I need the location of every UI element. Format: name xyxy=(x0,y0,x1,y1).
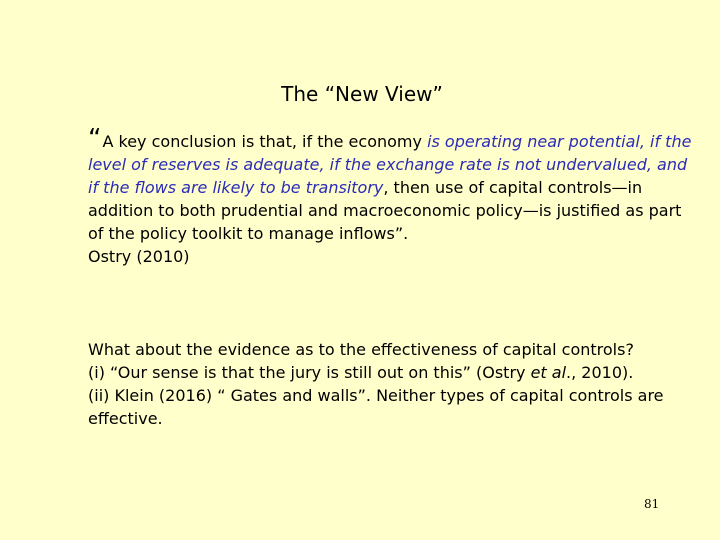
page-number: 81 xyxy=(644,497,660,511)
evidence-block xyxy=(88,338,698,430)
evidence-item-1-italic: et al xyxy=(530,363,567,382)
evidence-item-1-text: (i) “Our sense is that the jury is still out on this” (Ostry xyxy=(88,363,531,382)
open-quote-mark: “ xyxy=(88,124,102,154)
evidence-question: What about the evidence as to the effectiveness of capital controls? xyxy=(88,340,634,359)
evidence-item-1 xyxy=(88,361,698,384)
quote-text-2: , then use of capital controls—in addition to both prudential and macroeconomic policy—is justified as part of the policy toolkit to manage inflows”. xyxy=(88,178,682,243)
quote-text-1: A key conclusion is that, if the economy xyxy=(102,132,428,151)
quote-highlight: is operating near potential, if the level of reserves is adequate, if the exchange rate is not undervalued, and if the flows are likely to be transitory xyxy=(88,132,692,197)
quote-block xyxy=(88,124,698,268)
evidence-item-2: (ii) Klein (2016) “ Gates and walls”. Neither types of capital controls are effective. xyxy=(88,386,664,428)
quote-citation: Ostry (2010) xyxy=(88,247,190,266)
evidence-item-1-suffix: ., 2010). xyxy=(566,363,634,382)
slide-title: The “New View” xyxy=(281,82,443,106)
